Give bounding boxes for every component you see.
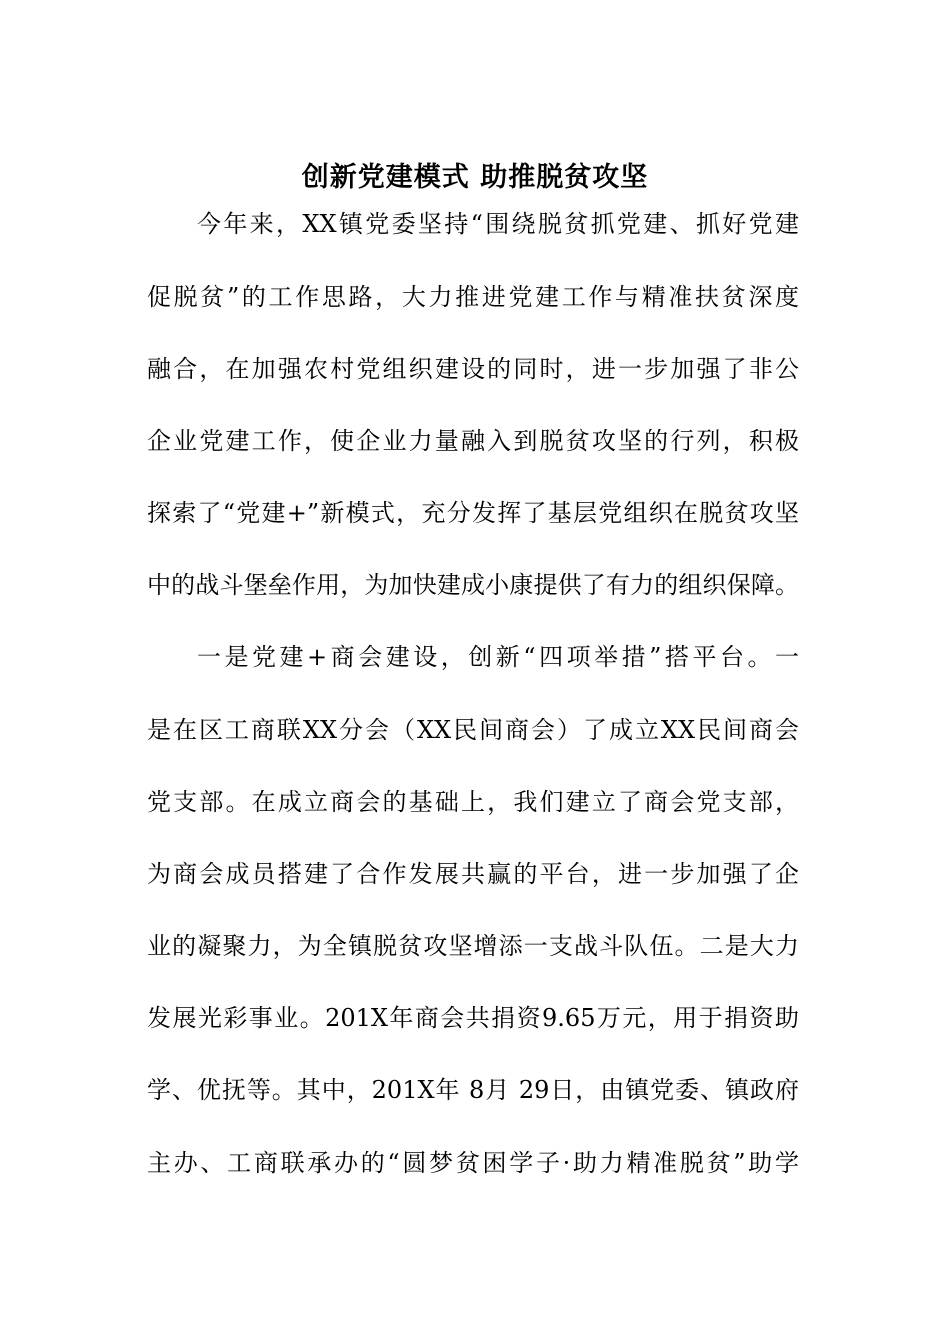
paragraph-2-line-3: 党支部。在成立商会的基础上，我们建立了商会党支部， (147, 788, 799, 816)
paragraph-2-line-2: 是在区工商联XX分会（XX民间商会）了成立XX民间商会 (147, 716, 799, 744)
paragraph-1-line-3: 融合，在加强农村党组织建设的同时，进一步加强了非公 (147, 355, 799, 383)
paragraph-2-line-5: 业的凝聚力，为全镇脱贫攻坚增添一支战斗队伍。二是大力 (147, 932, 799, 960)
paragraph-1-line-2: 促脱贫”的工作思路，大力推进党建工作与精准扶贫深度 (147, 283, 799, 311)
paragraph-2-line-4: 为商会成员搭建了合作发展共赢的平台，进一步加强了企 (147, 860, 799, 888)
paragraph-2-line-1: 一是党建+商会建设，创新“四项举措”搭平台。一 (197, 643, 799, 671)
paragraph-1-line-1: 今年来，XX镇党委坚持“围绕脱贫抓党建、抓好党建 (197, 210, 799, 238)
paragraph-2-line-7: 学、优抚等。其中，201X年 8月 29日，由镇党委、镇政府 (147, 1076, 799, 1104)
paragraph-1-line-6: 中的战斗堡垒作用，为加快建成小康提供了有力的组织保障。 (147, 571, 799, 599)
paragraph-1-line-4: 企业党建工作，使企业力量融入到脱贫攻坚的行列，积极 (147, 427, 799, 455)
paragraph-2-line-6: 发展光彩事业。201X年商会共捐资9.65万元，用于捐资助 (147, 1004, 799, 1032)
paragraph-2-line-8: 主办、工商联承办的“圆梦贫困学子·助力精准脱贫”助学 (147, 1149, 799, 1177)
document-title: 创新党建模式 助推脱贫攻坚 (301, 162, 649, 193)
paragraph-1-line-5: 探索了“党建+”新模式，充分发挥了基层党组织在脱贫攻坚 (147, 499, 799, 527)
